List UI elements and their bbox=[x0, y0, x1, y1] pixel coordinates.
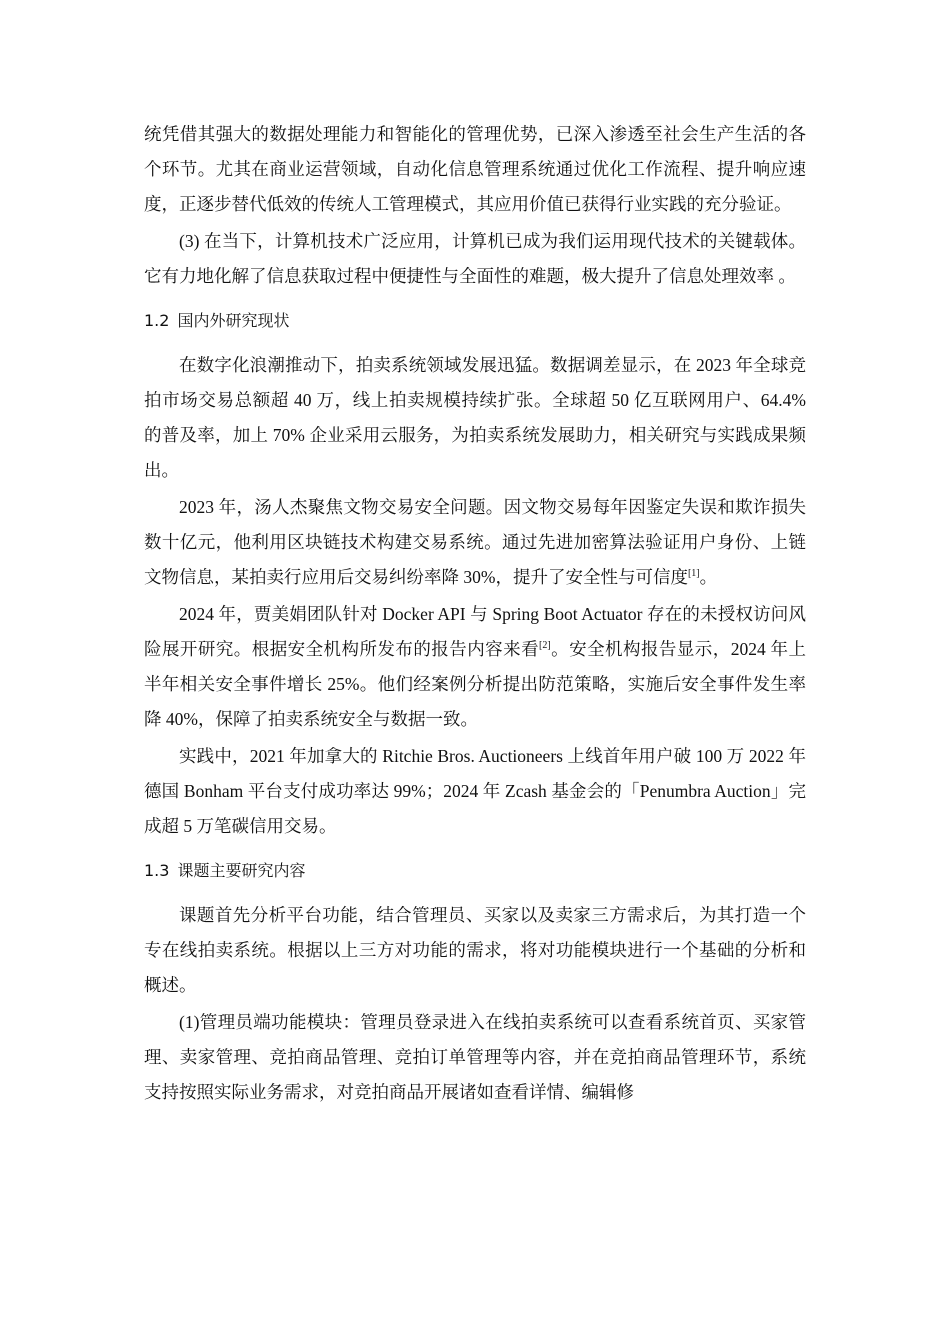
citation-ref-1: [1] bbox=[687, 568, 700, 580]
paragraph-research-content: 课题首先分析平台功能，结合管理员、买家以及卖家三方需求后，为其打造一个专在线拍卖系统。根据以上三方对功能的需求，将对功能模块进行一个基础的分析和概述。 bbox=[144, 905, 806, 995]
paragraph-text-end: 。 bbox=[699, 567, 718, 587]
paragraph-admin-module: (1)管理员端功能模块：管理员登录进入在线拍卖系统可以查看系统首页、买家管理、卖家管理、竞拍商品管理、竞拍订单管理等内容，并在竞拍商品管理环节，系统支持按照实际业务需求，对竞拍商品开展诸如查看详情、编辑修 bbox=[144, 1012, 806, 1102]
paragraph-text: 2023 年，汤人杰聚焦文物交易安全问题。因文物交易每年因鉴定失误和欺诈损失数十亿元，他利用区块链技术构建交易系统。通过先进加密算法验证用户身份、上链文物信息，某拍卖行应用后交易纠纷率降 30%，提升了安全性与可信度 bbox=[144, 497, 806, 587]
paragraph-text-end: 。安全机构报告显示，2024 年上半年相关安全事件增长 25%。他们经案例分析提出防范策略，实施后安全事件发生率降 40%，保障了拍卖系统安全与数据一致。 bbox=[144, 639, 807, 729]
section-title: 国内外研究现状 bbox=[177, 311, 290, 330]
paragraph-point-3: (3) 在当下，计算机技术广泛应用，计算机已成为我们运用现代技术的关键载体。它有力地化解了信息获取过程中便捷性与全面性的难题，极大提升了信息处理效率 。 bbox=[144, 231, 806, 286]
paragraph-intro-continued: 统凭借其强大的数据处理能力和智能化的管理优势，已深入渗透至社会生产生活的各个环节。尤其在商业运营领域，自动化信息管理系统通过优化工作流程、提升响应速度，正逐步替代低效的传统人工管理模式，其应用价值已获得行业实践的充分验证。 bbox=[144, 124, 806, 214]
citation-ref-2: [2] bbox=[539, 640, 551, 652]
paragraph-jia-study bbox=[144, 597, 806, 737]
section-heading-1-3 bbox=[144, 850, 806, 892]
section-heading-1-2 bbox=[144, 300, 806, 342]
paragraph-research-overview: 在数字化浪潮推动下，拍卖系统领域发展迅猛。数据调差显示，在 2023 年全球竞拍市场交易总额超 40 万，线上拍卖规模持续扩张。全球超 50 亿互联网用户、64.4% 的普及率，加上 70% 企业采用云服务，为拍卖系统发展助力，相关研究与实践成果频出。 bbox=[144, 355, 806, 480]
paragraph-tang-study bbox=[144, 490, 806, 595]
paragraph-text: 2024 年，贾美娟团队针对 Docker API 与 Spring Boot Actuator 存在的未授权访问风险展开研究。根据安全机构所发布的报告内容来看 bbox=[144, 604, 806, 659]
paragraph-practice-cases: 实践中，2021 年加拿大的 Ritchie Bros. Auctioneers 上线首年用户破 100 万 2022 年德国 Bonham 平台支付成功率达 99%；2024 年 Zcash 基金会的「Penumbra Auction」完成超 5 万笔碳信用交易。 bbox=[144, 746, 806, 836]
section-number: 1.2 bbox=[144, 311, 170, 330]
section-number: 1.3 bbox=[144, 861, 170, 880]
document-body bbox=[144, 117, 806, 1112]
section-title: 课题主要研究内容 bbox=[177, 861, 306, 880]
